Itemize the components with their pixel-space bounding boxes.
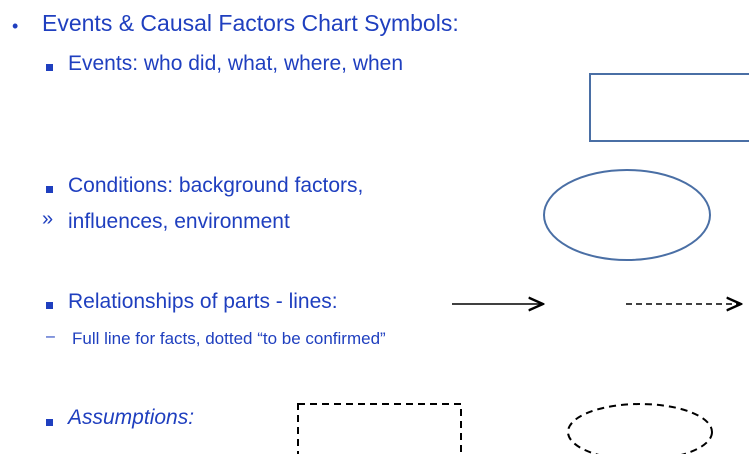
conditions-text-line2: influences, environment: [68, 210, 290, 233]
assumption-dashed-ellipse-symbol: [568, 404, 712, 454]
relationships-subtext: Full line for facts, dotted “to be confirmed”: [72, 329, 386, 348]
events-text: Events: who did, what, where, when: [68, 52, 404, 75]
main-bullet-icon: •: [12, 16, 19, 36]
double-chevron-icon: »: [42, 208, 54, 230]
event-rectangle-symbol: [590, 74, 749, 141]
condition-ellipse-symbol: [544, 170, 710, 260]
en-dash-icon: –: [46, 328, 55, 345]
relationships-text: Relationships of parts - lines:: [68, 290, 338, 313]
conditions-text-line1: Conditions: background factors,: [68, 174, 364, 197]
slide-heading: Events & Causal Factors Chart Symbols:: [42, 10, 459, 36]
assumptions-text: Assumptions:: [68, 406, 195, 429]
assumption-dashed-rectangle-symbol: [298, 404, 461, 454]
